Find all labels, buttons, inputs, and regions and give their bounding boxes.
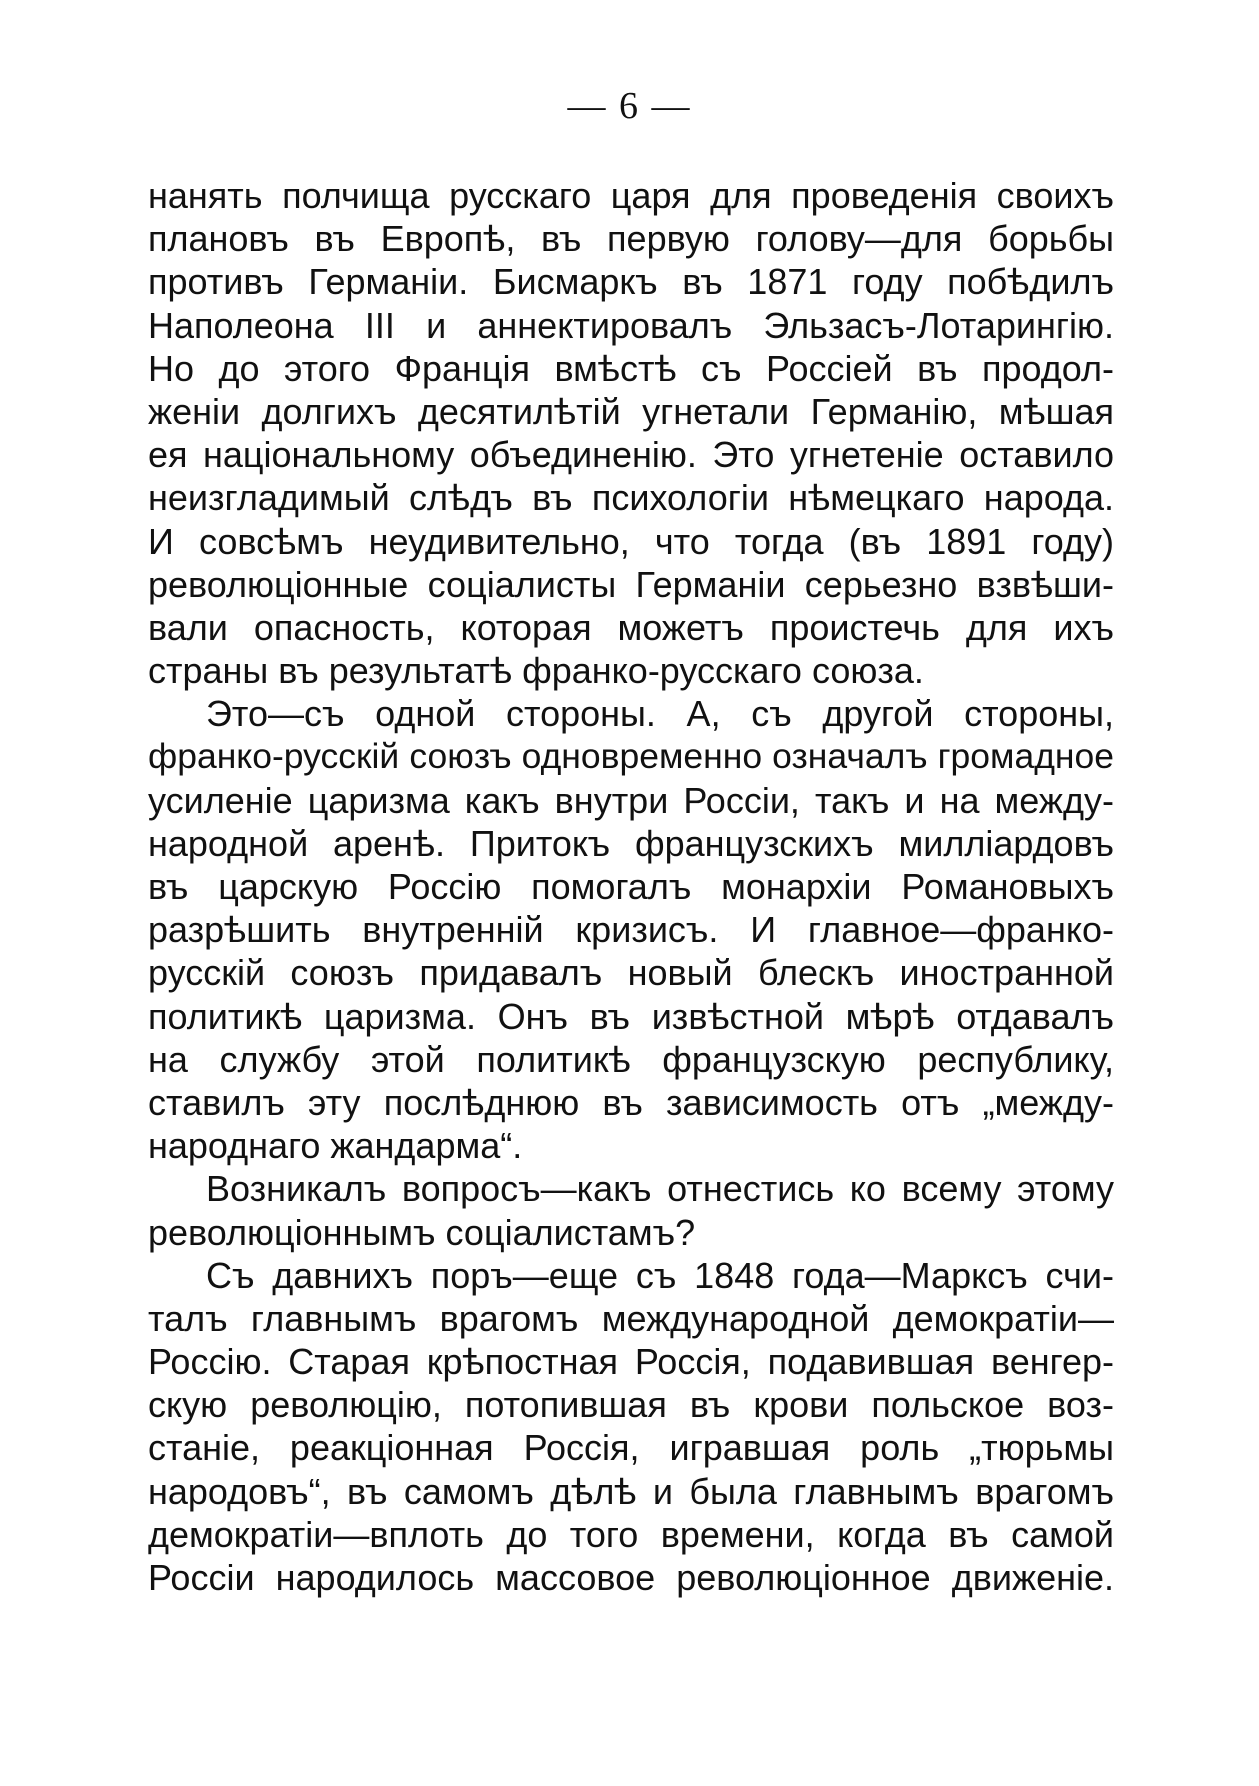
text-line: вали опасность, которая можетъ проистечь для ихъ bbox=[148, 606, 1114, 648]
text-line: усиленiе царизма какъ внутри Россiи, такъ и на между- bbox=[148, 779, 1114, 821]
text-line: Россiю. Старая крѣпостная Россiя, подавившая венгер- bbox=[148, 1341, 1114, 1383]
text-line: И совсѣмъ неудивительно, что тогда (въ 1891 году) bbox=[148, 520, 1114, 562]
paragraph-4 bbox=[148, 1254, 1114, 1600]
text-line: народной аренѣ. Притокъ французскихъ миллiардовъ bbox=[148, 822, 1114, 864]
text-line: скую революцiю, потопившая въ крови польское воз- bbox=[148, 1384, 1114, 1426]
text-line: Наполеона III и аннектировалъ Эльзасъ-Лотарингiю. bbox=[148, 304, 1114, 346]
text-line: на службу этой политикѣ французскую республику, bbox=[148, 1038, 1114, 1080]
text-line: Россiи народилось массовое революцiонное движенiе. bbox=[148, 1557, 1114, 1598]
page-number: — 6 — bbox=[567, 85, 692, 127]
text-line: женiи долгихъ десятилѣтiй угнетали Германiю, мѣшая bbox=[148, 390, 1114, 432]
text-line: франко-русскiй союзъ одновременно означалъ громадное bbox=[148, 736, 1114, 777]
text-line: народовъ“, въ самомъ дѣлѣ и была главнымъ врагомъ bbox=[148, 1470, 1114, 1512]
text-line: нанять полчища русскаго царя для проведенiя своихъ bbox=[148, 175, 1114, 216]
text-line: ея нацiональному объединенiю. Это угнетенiе оставило bbox=[148, 434, 1114, 476]
text-line: плановъ въ Европѣ, въ первую голову—для борьбы bbox=[148, 218, 1114, 260]
body-text bbox=[148, 174, 1114, 1599]
text-line: станiе, реакцiонная Россiя, игравшая роль „тюрьмы bbox=[148, 1427, 1114, 1469]
text-line: талъ главнымъ врагомъ международной демократiи— bbox=[148, 1297, 1114, 1339]
text-line: революцiоннымъ соцiалистамъ? bbox=[148, 1211, 696, 1253]
text-line: народнаго жандарма“. bbox=[148, 1125, 523, 1167]
text-line: разрѣшить внутреннiй кризисъ. И главное—франко- bbox=[148, 909, 1114, 951]
text-line: политикѣ царизма. Онъ въ извѣстной мѣрѣ отдавалъ bbox=[148, 995, 1114, 1037]
text-line: Съ давнихъ поръ—еще съ 1848 года—Марксъ счи- bbox=[206, 1254, 1114, 1296]
text-line: Но до этого Францiя вмѣстѣ съ Россiей въ продол- bbox=[148, 347, 1114, 389]
text-line: неизгладимый слѣдъ въ психологiи нѣмецкаго народа. bbox=[148, 477, 1114, 519]
paragraph-3 bbox=[148, 1167, 1114, 1253]
text-line: Возникалъ вопросъ—какъ отнестись ко всему этому bbox=[206, 1168, 1114, 1210]
text-line: Это—съ одной стороны. А, съ другой стороны, bbox=[206, 693, 1114, 735]
text-line: противъ Германiи. Бисмаркъ въ 1871 году побѣдилъ bbox=[148, 261, 1114, 303]
text-line: страны въ результатѣ франко-русскаго союза. bbox=[148, 650, 924, 692]
text-line: въ царскую Россiю помогалъ монархiи Романовыхъ bbox=[148, 866, 1114, 907]
text-line: революцiонные соцiалисты Германiи серьезно взвѣши- bbox=[148, 563, 1114, 605]
text-line: ставилъ эту послѣднюю въ зависимость отъ „между- bbox=[148, 1081, 1114, 1123]
paragraph-2 bbox=[148, 692, 1114, 1167]
text-line: русскiй союзъ придавалъ новый блескъ иностранной bbox=[148, 952, 1114, 994]
text-line: демократiи—вплоть до того времени, когда въ самой bbox=[148, 1513, 1114, 1555]
paragraph-1 bbox=[148, 174, 1114, 692]
